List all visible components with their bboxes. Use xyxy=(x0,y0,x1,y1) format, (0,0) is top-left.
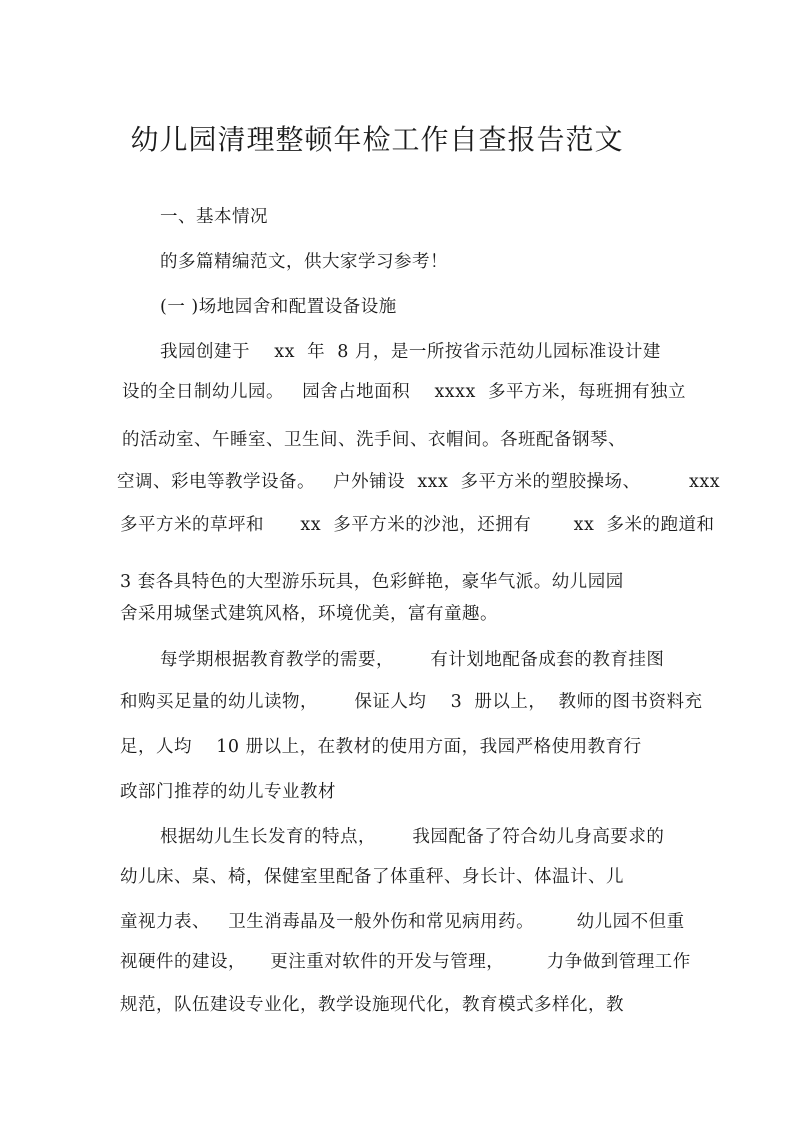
paragraph-line: 3 套各具特色的大型游乐玩具，色彩鲜艳，豪华气派。幼儿园园 xyxy=(120,572,624,592)
subsection-heading-facilities: (一 )场地园舍和配置设备设施 xyxy=(160,297,397,317)
paragraph-line: 我园创建于 xx 年 8 月，是一所按省示范幼儿园标准设计建 xyxy=(160,342,661,362)
paragraph-line: 空调、彩电等教学设备。 户外铺设 xxx 多平方米的塑胶操场、 xxx xyxy=(117,472,721,492)
paragraph-line: 每学期根据教育教学的需要， 有计划地配备成套的教育挂图 xyxy=(160,650,665,670)
paragraph-line: 设的全日制幼儿园。 园舍占地面积 xxxx 多平方米，每班拥有独立 xyxy=(122,382,687,402)
document-title: 幼儿园清理整顿年检工作自查报告范文 xyxy=(130,123,624,156)
section-heading-basic-info: 一、基本情况 xyxy=(160,207,268,227)
paragraph-line: 政部门推荐的幼儿专业教材 xyxy=(120,782,336,802)
paragraph-line: 规范，队伍建设专业化，教学设施现代化，教育模式多样化，教 xyxy=(120,995,624,1015)
paragraph-line: 根据幼儿生长发育的特点， 我园配备了符合幼儿身高要求的 xyxy=(160,827,665,847)
paragraph-line: 童视力表、 卫生消毒晶及一般外伤和常见病用药。 幼儿园不但重 xyxy=(120,912,685,932)
paragraph-line: 幼儿床、桌、椅，保健室里配备了体重秤、身长计、体温计、儿 xyxy=(120,867,624,887)
paragraph-line: 足，人均 10 册以上，在教材的使用方面，我园严格使用教育行 xyxy=(120,737,642,757)
paragraph-line: 的活动室、午睡室、卫生间、洗手间、衣帽间。各班配备钢琴、 xyxy=(122,430,626,450)
paragraph-line: 多平方米的草坪和 xx 多平方米的沙池，还拥有 xx 多米的跑道和 xyxy=(120,515,715,535)
paragraph-line: 视硬件的建设， 更注重对软件的开发与管理， 力争做到管理工作 xyxy=(120,952,691,972)
paragraph-line: 舍采用城堡式建筑风格，环境优美，富有童趣。 xyxy=(120,604,498,624)
paragraph-line: 的多篇精编范文，供大家学习参考！ xyxy=(160,252,448,272)
paragraph-line: 和购买足量的幼儿读物， 保证人均 3 册以上， 教师的图书资料充 xyxy=(120,692,703,712)
